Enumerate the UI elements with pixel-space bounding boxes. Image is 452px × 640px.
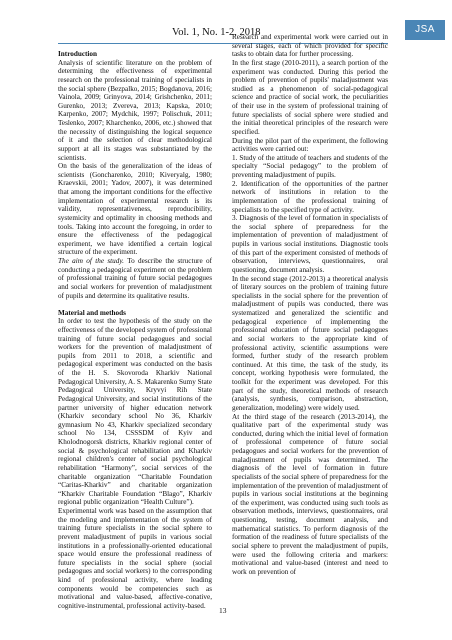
- right-paragraph-2: In the first stage (2010-2011), a search portion of the experiment was conducted. During this period the problem of prevention of pupils' maladjustment was studied as a phenomenon of social-pedagogical science and practice of social work, the peculiarities of their use in the system of professional training of future specialists of social sphere were studied and the initial theoretical principles of the research were specified.: [232, 58, 388, 136]
- left-column: [58, 50, 212, 611]
- activity-item-1: 1. Study of the attitude of teachers and students of the specialty “Social pedagogy” to the problem of preventing maladjustment of pupils.: [232, 153, 388, 179]
- methods-paragraph-1: In order to test the hypothesis of the study on the effectiveness of the developed system of professional training of future social pedagogues and social workers for the prevention of maladjustment of pupils from 2011 to 2018, a scientific and pedagogical experiment was conducted on the basis of the H. S. Skovoroda Kharkiv National Pedagogical University, A. S. Makarenko Sumy State Pedagogical University, Kryvyi Rih State Pedagogical University, and social institutions of the partner university of higher education network (Kharkiv secondary school No 36, Kharkiv gymnasium No 43, Kharkiv specialized secondary school No 134, CSSSDM of Kyiv and Kholodnogorsk districts, Kharkiv regional center of social & psychological rehabilitation and Kharkiv regional children's center of social psychological rehabilitation “Harmony”, social services of the charitable organization “Charitable Foundation “Caritas-Kharkiv” and charitable organization “Kharkiv Charitable Foundation “Blago”, Kharkiv regional public organization “Health Culture”).: [58, 317, 212, 507]
- methods-heading: Material and methods: [58, 308, 126, 317]
- aim-paragraph: [58, 257, 212, 300]
- right-column: [232, 33, 388, 576]
- page-number: 13: [219, 606, 227, 615]
- aim-label: The aim of the study.: [58, 257, 124, 265]
- methods-paragraph-2: Experimental work was based on the assumption that the modeling and implementation of the system of training future specialists in the social sphere to prevent maladjustment of pupils in various social institutions in a professionally-oriented educational space would ensure the professional readiness of future specialists in the social sphere (social pedagogues and social workers) to the corresponding kind of professional activity, where leading components would be competencies such as motivational and value-based, affective-conative, cognitive-instrumental, professional activity-based.: [58, 507, 212, 610]
- activity-item-3: 3. Diagnosis of the level of formation in specialists of the social sphere of preparedness for the implementation of prevention of maladjustment of pupils in various social institutions. Diagnostic tools of this part of the experiment consisted of methods of observation, interviews, questionnaires, oral questioning, document analysis.: [232, 214, 388, 274]
- intro-paragraph-2: On the basis of the generalization of the ideas of scientists (Goncharenko, 2010; Kiveryalg, 1980; Kraevskii, 2001; Yadov, 2007), it was determined that among the important conditions for the effective implementation of experimental research is its validity, representativeness, reproducibility, systemicity and optimality in choosing methods and tools. Taking into account the foregoing, in order to ensure the effectiveness of the pedagogical experiment, we have identified a certain logical structure of the experiment.: [58, 162, 212, 257]
- aim-text: To describe the structure of conducting a pedagogical experiment on the problem of professional training of future social pedagogues and social workers for prevention of maladjustment of pupils and determine its qualitative results.: [58, 257, 212, 300]
- right-paragraph-3: During the pilot part of the experiment, the following activities were carried out:: [232, 136, 388, 154]
- volume-issue-label: Vol. 1, No. 1-2, 2018: [172, 27, 261, 38]
- activity-item-2: 2. Identification of the opportunities of the partner network of institutions in relation to the implementation of the professional training of specialists to the specified type of activity.: [232, 179, 388, 214]
- intro-paragraph-1: Analysis of scientific literature on the problem of determining the effectiveness of experimental research on the professional training of specialists in the social sphere (Bezpalko, 2015; Bogdanova, 2016; Vainola, 2009; Grinyova, 2014; Grishchenko, 2011; Gurenko, 2013; Zvereva, 2013; Kapska, 2010; Karpenko, 2007; Mydchik, 1997; Polischuk, 2011; Teslenko, 2007; Kharchenko, 2006, etc.) showed that the necessity of distinguishing the logical sequence of it and the selection of clear methodological support at all its stages was substantiated by the scientists.: [58, 58, 212, 162]
- introduction-heading: Introduction: [58, 50, 98, 58]
- right-paragraph-4: In the second stage (2012-2013) a theoretical analysis of literary sources on the problem of training future specialists in the social sphere for the prevention of maladjustment of pupils was conducted, there was systematized and generalized the scientific and pedagogical experience of implementing the professional education of future social pedagogues and social workers to the appropriate kind of professional activity, scientific assumptions were formed, further study of the research problem continued. At this time, the task of the study, its concept, working hypothesis were formulated, the toolkit for the experiment was developed. For this part of the study, theoretical methods of research (analysis, synthesis, comparison, abstraction, generalization, modeling) were widely used.: [232, 274, 388, 412]
- right-paragraph-1: Research and experimental work were carried out in several stages, each of which provided for specific tasks to obtain data for further processing.: [232, 33, 388, 59]
- right-paragraph-5: At the third stage of the research (2013-2014), the qualitative part of the experimental study was conducted, during which the initial level of formation of professional competence of future social pedagogues and social workers for the prevention of maladjustment of pupils was determined. The diagnosis of the level of formation in future specialists of the social sphere of preparedness for the implementation of the prevention of maladjustment of pupils in various social institutions at the beginning of the experiment, was conducted using such tools as observation methods, interviews, questionnaires, oral questioning, testing, document analysis, and mathematical statistics. To perform diagnosis of the formation of the readiness of future specialists of the social sphere to prevent the maladjustment of pupils, were used the following criteria and markers: motivational and value-based (interest and need to work on prevention of: [232, 412, 388, 576]
- journal-badge: JSA: [405, 20, 445, 40]
- section-gap: [58, 300, 212, 309]
